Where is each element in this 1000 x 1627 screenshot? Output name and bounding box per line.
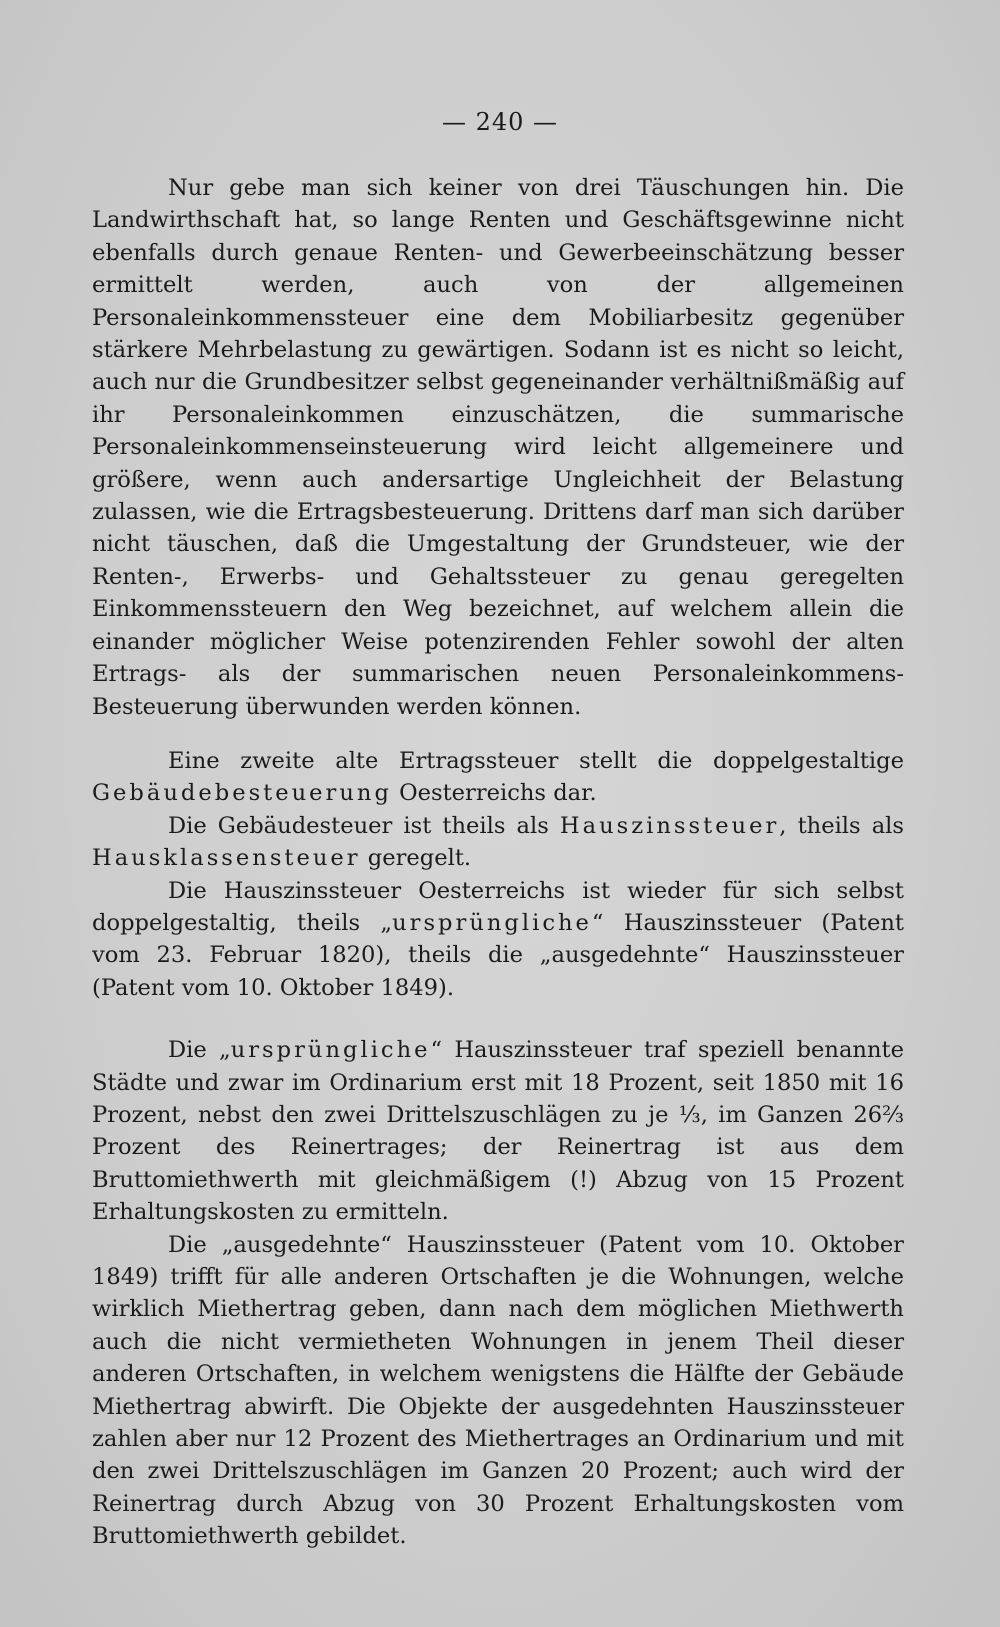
page-number: — 240 —: [441, 108, 559, 136]
paragraph-landwirthschaft: Nur gebe man sich keiner von drei Täuschungen hin. Die Landwirthschaft hat, so lange Renten und Geschäftsgewinne nicht ebenfalls durch genaue Renten- und Gewerbeeinschätzung besser ermittelt werden, auch von der allgemeinen Personaleinkommenssteuer eine dem Mobiliarbesitz gegenüber stärkere Mehrbelastung zu gewärtigen. Sodann ist es nicht so leicht, auch nur die Grundbesitzer selbst gegeneinander verhältnißmäßig auf ihr Personaleinkommen einzuschätzen, die summarische Personaleinkommenseinsteuerung wird leicht allgemeinere und größere, wenn auch andersartige Ungleichheit der Belastung zulassen, wie die Ertragsbesteuerung. Drittens darf man sich darüber nicht täuschen, daß die Umgestaltung der Grundsteuer, wie der Renten-, Erwerbs- und Gehaltssteuer zu genau geregelten Einkommenssteuern den Weg bezeichnet, auf welchem allein die einander möglicher Weise potenzirenden Fehler sowohl der alten Ertrags- als der summarischen neuen Personaleinkommens-Besteuerung überwunden werden können.: [92, 175, 904, 720]
paragraph-text: geregelt.: [360, 845, 472, 872]
paragraph-urspruengliche: [92, 1034, 904, 1228]
paragraph-ausgedehnte: Die „ausgedehnte“ Hauszinssteuer (Patent vom 10. Oktober 1849) trifft für alle anderen Ortschaften je die Wohnungen, welche wirklich Miethertrag geben, dann nach dem möglichen Miethwerth auch die nicht vermietheten Wohnungen in jenem Theil dieser anderen Ortschaften, in welchem wenigstens die Hälfte der Gebäude Miethertrag abwirft. Die Objekte der ausgedehnten Hauszinssteuer zahlen aber nur 12 Prozent des Miethertrages an Ordinarium und mit den zwei Drittelszuschlägen im Ganzen 20 Prozent; auch wird der Reinertrag durch Abzug von 30 Prozent Erhaltungskosten vom Bruttomiethwerth gebildet.: [92, 1231, 904, 1550]
body-text: [92, 172, 904, 1553]
paragraph-text: Die Hauszinssteuer Oesterreichs ist wieder für sich selbst doppelgestaltig, theils „: [92, 877, 904, 936]
paragraph-hauszinssteuer: [92, 875, 904, 1005]
paragraph-text: Die Gebäudesteuer ist theils als: [168, 812, 560, 839]
emphasized-term: ursprüngliche: [392, 909, 592, 936]
paragraph-text: Die „: [168, 1037, 231, 1064]
paragraph-text: “ Hauszinssteuer traf speziell benannte Städte und zwar im Ordinarium erst mit 18 Prozent, seit 1850 mit 16 Prozent, nebst den zwei Drittelszuschlägen zu je ⅓, im Ganzen 26⅔ Prozent des Reinertrages; der Reinertrag ist aus dem Bruttomiethwerth mit gleichmäßigem (!) Abzug von 15 Prozent Erhaltungskosten zu ermitteln.: [92, 1037, 904, 1226]
emphasized-term: Hausklassensteuer: [92, 845, 361, 872]
paragraph-gebaeudesteuer: [92, 810, 904, 875]
paragraph-text: , theils als: [779, 812, 904, 839]
paragraph-gebaeudebesteuerung: [92, 745, 904, 810]
paragraph-text: Oesterreichs dar.: [391, 780, 597, 807]
paragraph-text: “ Hauszinssteuer (Patent vom 23. Februar 1820), theils die „ausgedehnte“ Hauszinssteuer (Patent vom 10. Oktober 1849).: [92, 909, 904, 1001]
paragraph-text: Eine zweite alte Ertragssteuer stellt die doppelgestaltige: [168, 747, 904, 774]
emphasized-term: Gebäudebesteuerung: [92, 780, 392, 807]
emphasized-term: Hauszinssteuer: [559, 812, 780, 839]
emphasized-term: ursprüngliche: [230, 1037, 431, 1064]
